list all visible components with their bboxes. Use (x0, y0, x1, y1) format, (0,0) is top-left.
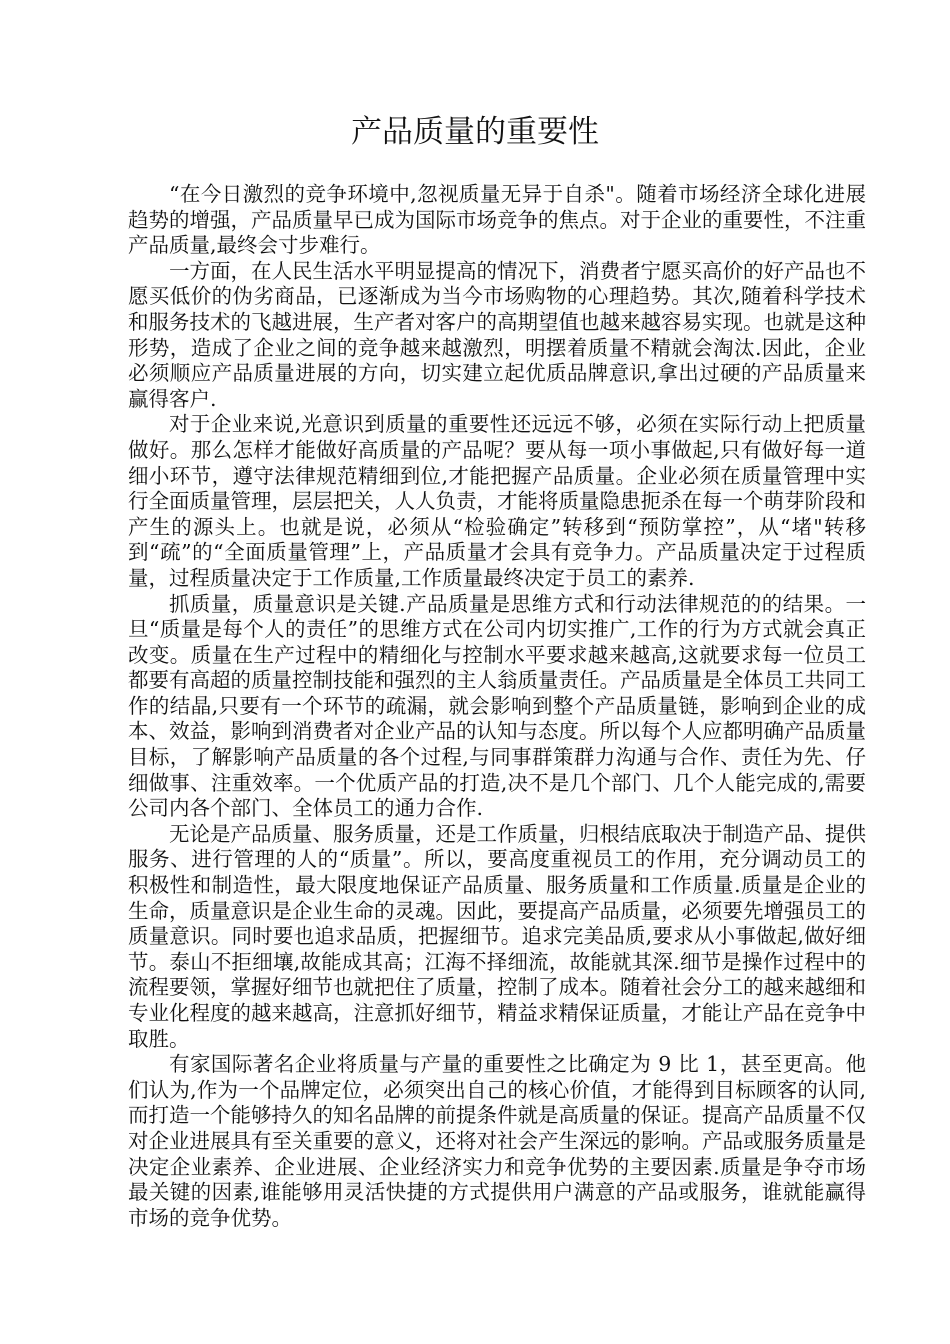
document-title: 产品质量的重要性 (351, 114, 599, 150)
paragraph-4: 抓质量，质量意识是关键.产品质量是思维方式和行动法律规范的的结果。一旦“质量是每个人的责任”的思维方式在公司内切实推广,工作的行为方式就会真正改变。质量在生产过程中的精细化与控制水平要求越来越高,这就要求每一位员工都要有高超的质量控制技能和强烈的主人翁质量责任。产品质量是全体员工共同工作的结晶,只要有一个环节的疏漏，就会影响到整个产品质量链，影响到企业的成本、效益，影响到消费者对企业产品的认知与态度。所以每个人应都明确产品质量目标，了解影响产品质量的各个过程,与同事群策群力沟通与合作、责任为先、仔细做事、注重效率。一个优质产品的打造,决不是几个部门、几个人能完成的,需要公司内各个部门、全体员工的通力合作. (128, 591, 866, 821)
paragraph-1: “在今日激烈的竞争环境中,忽视质量无异于自杀"。随着市场经济全球化进展趋势的增强，产品质量早已成为国际市场竞争的焦点。对于企业的重要性，不注重产品质量,最终会寸步难行。 (128, 182, 866, 258)
paragraph-6: 有家国际著名企业将质量与产量的重要性之比确定为 9 比 1，甚至更高。他们认为,作为一个品牌定位，必须突出自己的核心价值，才能得到目标顾客的认同,而打造一个能够持久的知名品牌的前提条件就是高质量的保证。提高产品质量不仅对企业进展具有至关重要的意义，还将对社会产生深远的影响。产品或服务质量是决定企业素养、企业进展、企业经济实力和竞争优势的主要因素.质量是争夺市场最关键的因素,谁能够用灵活快捷的方式提供用户满意的产品或服务，谁就能赢得市场的竞争优势。 (128, 1052, 866, 1230)
paragraph-5: 无论是产品质量、服务质量，还是工作质量，归根结底取决于制造产品、提供服务、进行管理的人的“质量”。所以，要高度重视员工的作用，充分调动员工的积极性和制造性，最大限度地保证产品质量、服务质量和工作质量.质量是企业的生命，质量意识是企业生命的灵魂。因此，要提高产品质量，必须要先增强员工的质量意识。同时要也追求品质，把握细节。追求完美品质,要求从小事做起,做好细节。泰山不拒细壤,故能成其高；江海不择细流，故能就其深.细节是操作过程中的流程要领，掌握好细节也就把住了质量，控制了成本。随着社会分工的越来越细和专业化程度的越来越高，注意抓好细节，精益求精保证质量，才能让产品在竞争中取胜。 (128, 821, 866, 1051)
paragraph-2: 一方面，在人民生活水平明显提高的情况下，消费者宁愿买高价的好产品也不愿买低价的伪劣商品，已逐渐成为当今市场购物的心理趋势。其次,随着科学技术和服务技术的飞越进展，生产者对客户的高期望值也越来越容易实现。也就是这种形势，造成了企业之间的竞争越来越激烈，明摆着质量不精就会淘汰.因此，企业必须顺应产品质量进展的方向，切实建立起优质品牌意识,拿出过硬的产品质量来赢得客户. (128, 258, 866, 411)
document-body (128, 182, 866, 1231)
paragraph-3: 对于企业来说,光意识到质量的重要性还远远不够，必须在实际行动上把质量做好。那么怎样才能做好高质量的产品呢？要从每一项小事做起,只有做好每一道细小环节，遵守法律规范精细到位,才能把握产品质量。企业必须在质量管理中实行全面质量管理，层层把关，人人负责，才能将质量隐患扼杀在每一个萌芽阶段和产生的源头上。也就是说，必须从“检验确定”转移到“预防掌控”，从“堵"转移到“疏”的“全面质量管理”上，产品质量才会具有竞争力。产品质量决定于过程质量，过程质量决定于工作质量,工作质量最终决定于员工的素养. (128, 412, 866, 590)
